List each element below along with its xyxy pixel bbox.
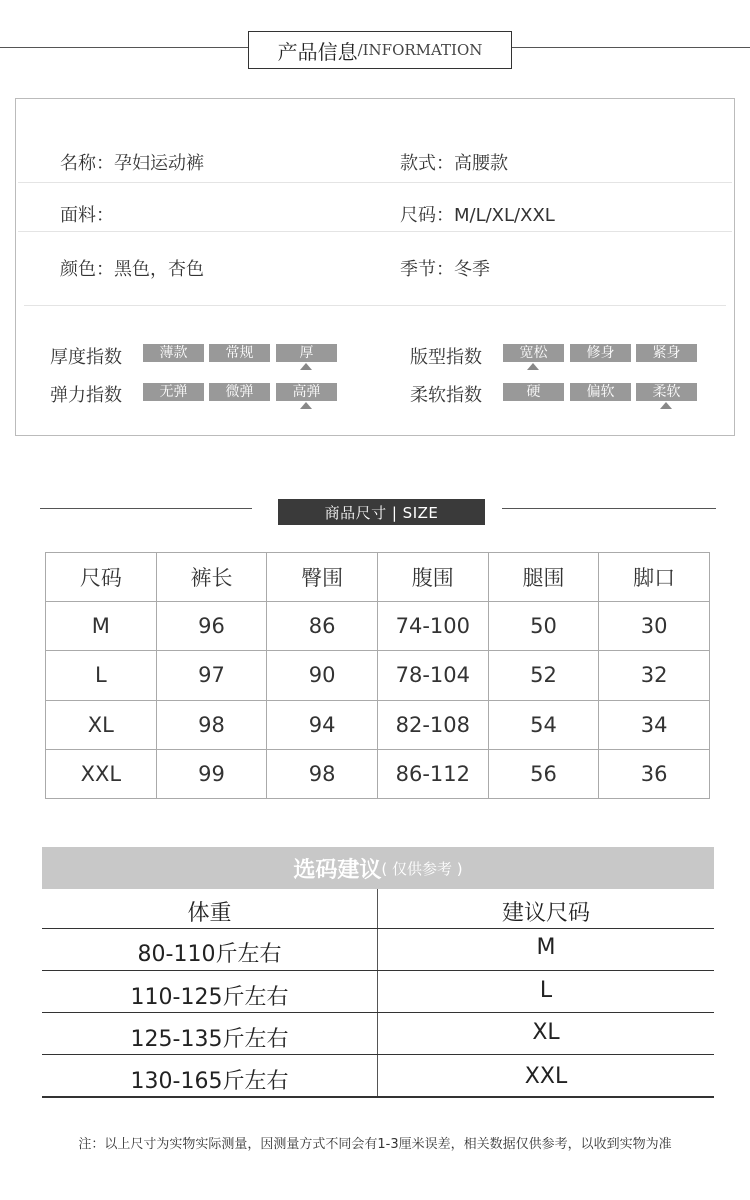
size-header-cell: 腿围 bbox=[488, 553, 599, 602]
info-divider bbox=[24, 305, 726, 306]
table-row bbox=[46, 700, 710, 749]
product-size: 尺码：M/L/XL/XXL bbox=[400, 205, 555, 226]
softness-selected-arrow-icon bbox=[660, 402, 672, 409]
size-cell: 34 bbox=[599, 700, 710, 749]
size-header-cell: 腹围 bbox=[377, 553, 488, 602]
size-cell: 98 bbox=[156, 700, 267, 749]
recommendation-size-cell: L bbox=[539, 978, 553, 1003]
thickness-option-thick: 厚 bbox=[276, 344, 337, 362]
size-cell: 94 bbox=[267, 700, 378, 749]
size-cell: 74-100 bbox=[377, 602, 488, 651]
recommendation-size-cell: M bbox=[536, 935, 556, 960]
elasticity-index-label: 弹力指数 bbox=[50, 385, 122, 406]
softness-option-slightly-soft: 偏软 bbox=[570, 383, 631, 401]
recommendation-bottom-line bbox=[42, 1096, 714, 1098]
softness-index-label: 柔软指数 bbox=[410, 385, 482, 406]
recommendation-row-divider bbox=[42, 1054, 714, 1055]
product-name: 名称：孕妇运动裤 bbox=[60, 153, 204, 174]
size-table-header-row bbox=[46, 553, 710, 602]
size-cell: 99 bbox=[156, 749, 267, 798]
recommendation-header-size: 建议尺码 bbox=[501, 901, 590, 926]
header-line-left bbox=[0, 47, 248, 48]
product-color: 颜色：黑色，杏色 bbox=[60, 259, 204, 280]
product-info-box bbox=[15, 98, 735, 436]
thickness-selected-arrow-icon bbox=[300, 363, 312, 370]
size-cell: 50 bbox=[488, 602, 599, 651]
fit-index-label: 版型指数 bbox=[410, 347, 482, 368]
product-info-title-cn: 产品信息 bbox=[277, 39, 358, 64]
fit-selected-arrow-icon bbox=[527, 363, 539, 370]
thickness-option-regular: 常规 bbox=[209, 344, 270, 362]
size-cell: XL bbox=[46, 700, 157, 749]
table-row bbox=[46, 651, 710, 700]
size-cell: 78-104 bbox=[377, 651, 488, 700]
elasticity-option-none: 无弹 bbox=[143, 383, 204, 401]
size-cell: 54 bbox=[488, 700, 599, 749]
product-style: 款式：高腰款 bbox=[400, 153, 508, 174]
size-cell: 97 bbox=[156, 651, 267, 700]
size-chart-title: 商品尺寸 | SIZE bbox=[278, 499, 485, 525]
recommendation-weight-cell: 110-125斤左右 bbox=[130, 985, 289, 1010]
size-cell: 86-112 bbox=[377, 749, 488, 798]
recommendation-header bbox=[42, 847, 714, 889]
recommendation-size-cell: XL bbox=[532, 1020, 560, 1045]
size-header-cell: 脚口 bbox=[599, 553, 710, 602]
info-divider bbox=[18, 231, 732, 232]
size-cell: 36 bbox=[599, 749, 710, 798]
fit-option-tight: 紧身 bbox=[636, 344, 697, 362]
size-line-right bbox=[502, 508, 716, 509]
product-season: 季节：冬季 bbox=[400, 259, 490, 280]
product-fabric: 面料： bbox=[60, 205, 114, 226]
size-cell: 96 bbox=[156, 602, 267, 651]
size-cell: 52 bbox=[488, 651, 599, 700]
recommendation-size-cell: XXL bbox=[524, 1064, 568, 1089]
recommendation-weight-cell: 125-135斤左右 bbox=[130, 1027, 289, 1052]
size-cell: 90 bbox=[267, 651, 378, 700]
measurement-note: 注：以上尺寸为实物实际测量，因测量方式不同会有1-3厘米误差，相关数据仅供参考，以收到实物为准 bbox=[78, 1137, 672, 1152]
recommendation-header-weight: 体重 bbox=[187, 901, 232, 926]
size-cell: L bbox=[46, 651, 157, 700]
elasticity-option-slight: 微弹 bbox=[209, 383, 270, 401]
product-info-title-en: /INFORMATION bbox=[357, 41, 483, 59]
elasticity-option-high: 高弹 bbox=[276, 383, 337, 401]
header-line-right bbox=[512, 47, 750, 48]
recommendation-row-divider bbox=[42, 928, 714, 929]
table-row bbox=[46, 749, 710, 798]
size-table bbox=[45, 552, 710, 799]
size-cell: 98 bbox=[267, 749, 378, 798]
recommendation-row-divider bbox=[42, 1012, 714, 1013]
product-info-title bbox=[248, 31, 512, 69]
recommendation-title: 选码建议 bbox=[293, 857, 382, 883]
size-line-left bbox=[40, 508, 252, 509]
fit-option-slim: 修身 bbox=[570, 344, 631, 362]
size-cell: XXL bbox=[46, 749, 157, 798]
size-cell: 32 bbox=[599, 651, 710, 700]
softness-option-soft: 柔软 bbox=[636, 383, 697, 401]
size-cell: 30 bbox=[599, 602, 710, 651]
size-header-cell: 裤长 bbox=[156, 553, 267, 602]
thickness-index-label: 厚度指数 bbox=[50, 347, 122, 368]
size-cell: M bbox=[46, 602, 157, 651]
recommendation-weight-cell: 130-165斤左右 bbox=[130, 1069, 289, 1094]
size-cell: 82-108 bbox=[377, 700, 488, 749]
size-cell: 86 bbox=[267, 602, 378, 651]
fit-option-loose: 宽松 bbox=[503, 344, 564, 362]
size-header-cell: 尺码 bbox=[46, 553, 157, 602]
recommendation-subtitle: ( 仅供参考 ) bbox=[381, 859, 463, 878]
info-divider bbox=[18, 182, 732, 183]
size-header-cell: 臀围 bbox=[267, 553, 378, 602]
elasticity-selected-arrow-icon bbox=[300, 402, 312, 409]
recommendation-row-divider bbox=[42, 970, 714, 971]
thickness-option-thin: 薄款 bbox=[143, 344, 204, 362]
recommendation-weight-cell: 80-110斤左右 bbox=[137, 942, 282, 967]
size-cell: 56 bbox=[488, 749, 599, 798]
softness-option-hard: 硬 bbox=[503, 383, 564, 401]
table-row bbox=[46, 602, 710, 651]
